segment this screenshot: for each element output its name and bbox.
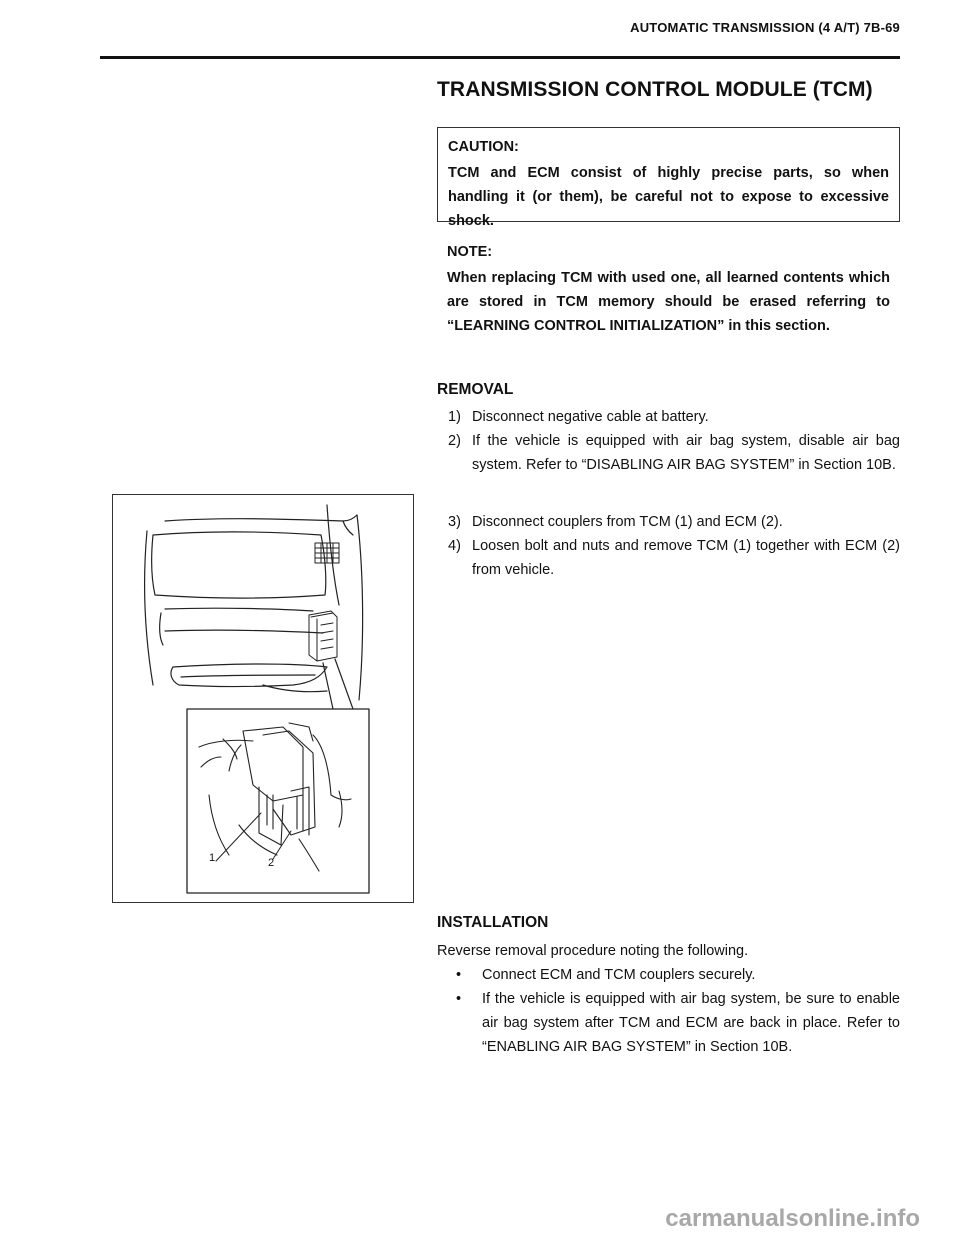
installation-bullets (448, 963, 900, 1059)
removal-step (448, 534, 900, 582)
tcm-location-figure (112, 494, 414, 903)
bullet-text: If the vehicle is equipped with air bag system, be sure to enable air bag system after TCM and ECM are back in place. Refer to “ENABLING AIR BAG SYSTEM” in Section 10B. (482, 991, 900, 1055)
note-text: When replacing TCM with used one, all learned contents which are stored in TCM memory should be erased referring to “LEARNING CONTROL INITIALIZATION” in this section. (447, 270, 890, 334)
step-number: 4) (448, 538, 461, 554)
installation-heading: INSTALLATION (437, 914, 549, 931)
step-number: 3) (448, 514, 461, 530)
note-label: NOTE: (447, 244, 493, 260)
step-text: Disconnect negative cable at battery. (472, 409, 709, 425)
page-title: TRANSMISSION CONTROL MODULE (TCM) (437, 78, 873, 101)
watermark: carmanualsonline.info (665, 1205, 920, 1232)
removal-step (448, 405, 900, 429)
page-header: AUTOMATIC TRANSMISSION (4 A/T) 7B-69 (630, 20, 900, 35)
bullet-text: Connect ECM and TCM couplers securely. (482, 967, 756, 983)
removal-step (448, 429, 900, 477)
bullet-mark: • (456, 967, 462, 983)
callout-label-2: 2 (268, 857, 275, 869)
step-text: Loosen bolt and nuts and remove TCM (1) together with ECM (2) from vehicle. (472, 538, 900, 578)
bullet-mark: • (456, 991, 462, 1007)
step-number: 1) (448, 409, 461, 425)
installation-bullet (448, 963, 900, 987)
dashboard-illustration (113, 495, 413, 902)
header-rule (100, 56, 900, 59)
removal-heading: REMOVAL (437, 381, 514, 398)
step-text: Disconnect couplers from TCM (1) and ECM (2). (472, 514, 783, 530)
caution-label: CAUTION: (448, 139, 519, 155)
installation-intro: Reverse removal procedure noting the following. (437, 943, 749, 959)
removal-steps-a (448, 405, 900, 477)
step-text: If the vehicle is equipped with air bag system, disable air bag system. Refer to “DISABLING AIR BAG SYSTEM” in Section 10B. (472, 433, 900, 473)
caution-box (437, 127, 900, 229)
step-number: 2) (448, 433, 461, 449)
removal-step (448, 510, 900, 534)
installation-bullet (448, 987, 900, 1059)
caution-text: TCM and ECM consist of highly precise parts, so when handling it (or them), be careful not to expose to excessive shock. (448, 165, 889, 229)
note-block (437, 240, 900, 338)
removal-steps-b (448, 510, 900, 582)
callout-label-1: 1 (209, 852, 216, 864)
